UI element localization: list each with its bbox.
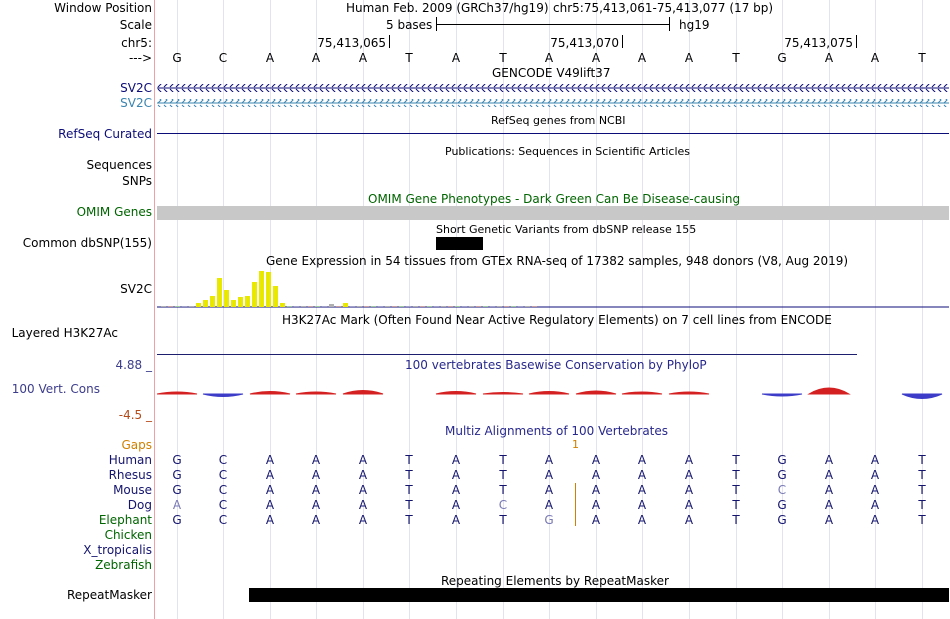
aligned-base: T [732,513,740,527]
base: A [591,51,601,65]
species-label-dog[interactable]: Dog [127,498,152,512]
aligned-base: A [637,498,647,512]
dbsnp-track-title: Short Genetic Variants from dbSNP release 155 [436,223,697,236]
gtex-tissue-bar[interactable] [406,306,411,307]
aligned-base: A [358,498,368,512]
aligned-base: G [777,453,787,467]
track-label-refseq[interactable]: RefSeq Curated [58,127,152,141]
refseq-track-title: RefSeq genes from NCBI [491,114,626,127]
aligned-base: T [405,498,413,512]
gtex-tissue-bar[interactable] [441,306,446,307]
gtex-tissue-bar[interactable] [315,306,320,307]
aligned-base: A [637,513,647,527]
gtex-tissue-bar[interactable] [448,306,453,307]
gap-count-marker: 1 [572,438,579,451]
phylop-score-glyph [436,392,476,395]
gtex-tissue-bar[interactable] [217,278,222,307]
phylop-score-glyph [622,392,662,394]
phylop-max-label: 4.88 _ [115,358,152,372]
gtex-tissue-bar[interactable] [357,306,362,307]
ruler-tick [389,35,390,48]
aligned-base: A [591,483,601,497]
aligned-base: A [172,498,182,512]
gtex-tissue-bar[interactable] [399,306,404,307]
species-label-zebrafish[interactable]: Zebrafish [95,558,152,572]
gencode-track-title: GENCODE V49lift37 [492,66,611,80]
gtex-tissue-bar[interactable] [322,306,327,307]
gtex-tissue-bar[interactable] [427,306,432,307]
repeatmasker-track-title: Repeating Elements by RepeatMasker [441,574,669,588]
base: A [358,51,368,65]
gtex-expression-chart[interactable] [157,268,949,308]
aligned-base: A [451,468,461,482]
ruler-tick-label: 75,413,070 [550,36,619,50]
aligned-base: A [870,513,880,527]
ruler-tick [856,35,857,48]
aligned-base: A [637,483,647,497]
aligned-base: T [732,453,740,467]
aligned-base: T [405,483,413,497]
base: A [544,51,554,65]
gtex-tissue-bar[interactable] [392,306,397,307]
gtex-tissue-bar[interactable] [532,306,537,307]
gtex-tissue-bar[interactable] [462,306,467,307]
aligned-base: A [451,498,461,512]
aligned-base: A [824,453,834,467]
gtex-tissue-bar[interactable] [273,286,278,307]
gtex-tissue-bar[interactable] [189,306,194,307]
gtex-tissue-bar[interactable] [203,300,208,307]
gtex-tissue-bar[interactable] [385,306,390,307]
scale-bar-end [669,17,670,31]
species-label-mouse[interactable]: Mouse [113,483,152,497]
track-label-omim[interactable]: OMIM Genes [76,205,152,219]
aligned-base: A [637,468,647,482]
aligned-base: A [358,513,368,527]
gtex-tissue-bar[interactable] [336,306,341,307]
gtex-tissue-bar[interactable] [434,306,439,307]
aligned-base: A [311,498,321,512]
aligned-base: A [824,498,834,512]
gtex-tissue-bar[interactable] [378,306,383,307]
aligned-base: A [265,498,275,512]
aligned-base: A [591,513,601,527]
aligned-base: A [311,468,321,482]
gtex-tissue-bar[interactable] [329,304,334,307]
scale-bar-label: 5 bases [386,18,433,32]
phylop-score-glyph [250,392,290,395]
aligned-base: G [172,513,182,527]
aligned-base: A [544,453,554,467]
aligned-base: A [358,468,368,482]
aligned-base: A [311,453,321,467]
gtex-tissue-bar[interactable] [497,306,502,307]
omim-track-title: OMIM Gene Phenotypes - Dark Green Can Be Disease-causing [368,192,741,206]
gtex-tissue-bar[interactable] [350,306,355,307]
aligned-base: A [265,513,275,527]
track-label-phylop[interactable]: 100 Vert. Cons [11,382,100,396]
gtex-tissue-bar[interactable] [343,303,348,307]
gtex-tissue-bar[interactable] [294,306,299,307]
aligned-base: T [918,468,926,482]
track-label-dbsnp[interactable]: Common dbSNP(155) [22,236,152,250]
aligned-base: T [499,468,507,482]
gtex-tissue-bar[interactable] [224,290,229,307]
aligned-base: A [870,483,880,497]
label-divider [154,0,155,619]
aligned-base: A [311,513,321,527]
gtex-tissue-bar[interactable] [259,271,264,307]
ruler-tick-label: 75,413,065 [317,36,386,50]
aligned-base: T [499,513,507,527]
aligned-base: A [870,498,880,512]
gtex-tissue-bar[interactable] [476,306,481,307]
aligned-base: A [358,453,368,467]
aligned-base: G [172,483,182,497]
aligned-base: G [777,513,787,527]
base: T [732,51,740,65]
phylop-score-glyph [762,394,802,396]
track-label-h3k27ac[interactable]: Layered H3K27Ac [11,326,118,340]
base: T [405,51,413,65]
aligned-base: A [265,468,275,482]
aligned-base: T [732,498,740,512]
omim-phenotype-bar[interactable] [157,206,949,220]
gtex-tissue-bar[interactable] [420,306,425,307]
aligned-base: T [732,468,740,482]
track-label-gaps[interactable]: Gaps [121,438,152,452]
track-label-repeatmasker[interactable]: RepeatMasker [66,588,152,602]
ruler-tick-label: 75,413,075 [784,36,853,50]
aligned-base: A [451,513,461,527]
aligned-base: T [405,513,413,527]
gtex-tissue-bar[interactable] [504,306,509,307]
gtex-tissue-bar[interactable] [371,306,376,307]
aligned-base: A [684,483,694,497]
track-label-sv2c-gencode[interactable]: SV2C [120,81,152,95]
phylop-score-glyph [343,391,383,395]
base: A [870,51,880,65]
phylop-score-glyph [483,393,523,395]
gtex-tissue-bar[interactable] [245,296,250,307]
base: A [637,51,647,65]
dbsnp-variant[interactable] [436,237,483,250]
aligned-base: A [591,468,601,482]
aligned-base: T [405,468,413,482]
aligned-base: A [591,498,601,512]
species-label-human[interactable]: Human [108,453,152,467]
phylop-track-title: 100 vertebrates Basewise Conservation by PhyloP [405,358,707,372]
aligned-base: C [218,513,228,527]
aligned-base: T [918,513,926,527]
gtex-tissue-bar[interactable] [231,300,236,307]
aligned-base: A [544,498,554,512]
aligned-base: A [870,453,880,467]
gtex-tissue-bar[interactable] [469,306,474,307]
h3k27ac-track-title: H3K27Ac Mark (Often Found Near Active Regulatory Elements) on 7 cell lines from ENCODE [282,313,832,327]
aligned-base: C [218,468,228,482]
aligned-base: A [451,453,461,467]
aligned-base: T [499,483,507,497]
assembly-title: Human Feb. 2009 (GRCh37/hg19) [346,1,549,15]
track-label-sv2c-gencode-alt[interactable]: SV2C [120,96,152,110]
aligned-base: A [684,498,694,512]
aligned-base: A [824,513,834,527]
aligned-base: A [824,483,834,497]
gtex-tissue-bar[interactable] [455,306,460,307]
aligned-base: C [218,483,228,497]
ruler-tick [622,35,623,48]
position-readout: chr5:75,413,061-75,413,077 (17 bp) [553,1,774,15]
aligned-base: A [637,453,647,467]
gtex-tissue-bar[interactable] [210,296,215,307]
aligned-base: T [918,483,926,497]
multiz-track-title: Multiz Alignments of 100 Vertebrates [445,424,669,438]
aligned-base: C [777,483,787,497]
aligned-base: T [918,453,926,467]
pubs-track-title: Publications: Sequences in Scientific Articles [445,145,690,158]
track-label-snps[interactable]: SNPs [122,174,152,188]
phylop-score-glyph [203,394,243,397]
track-label-gtex[interactable]: SV2C [120,282,152,296]
h3k27ac-signal[interactable] [157,354,857,355]
gtex-tissue-bar[interactable] [413,306,418,307]
aligned-base: A [265,453,275,467]
base: G [777,51,787,65]
gtex-tissue-bar[interactable] [196,303,201,307]
gtex-tissue-bar[interactable] [238,297,243,307]
window-position-label: Window Position [54,1,152,15]
aligned-base: G [777,468,787,482]
phylop-score-glyph [296,392,336,394]
species-label-elephant[interactable]: Elephant [98,513,152,527]
aligned-base: A [544,468,554,482]
gtex-tissue-bar[interactable] [287,306,292,307]
base: A [311,51,321,65]
aligned-base: A [451,483,461,497]
gtex-tissue-bar[interactable] [161,306,166,307]
phylop-score-glyph [669,392,709,394]
gtex-tissue-bar[interactable] [364,306,369,307]
aligned-base: A [265,483,275,497]
aligned-base: T [732,483,740,497]
repeatmasker-element[interactable] [249,588,949,602]
base: C [218,51,228,65]
phylop-score-glyph [902,394,942,399]
aligned-base: G [172,453,182,467]
gtex-tissue-bar[interactable] [308,306,313,307]
aligned-base: G [777,498,787,512]
species-label-chicken[interactable]: Chicken [104,528,152,542]
gencode-transcripts[interactable] [157,80,949,110]
track-label-sequences[interactable]: Sequences [86,158,152,172]
phylop-score-glyph [157,392,197,394]
gtex-tissue-bar[interactable] [301,306,306,307]
phylop-min-label: -4.5 _ [118,408,152,422]
aligned-base: A [544,483,554,497]
phylop-conservation-chart[interactable] [157,376,949,408]
aligned-base: C [498,498,508,512]
gtex-tissue-bar[interactable] [490,306,495,307]
gtex-tissue-bar[interactable] [280,303,285,307]
gtex-tissue-bar[interactable] [525,306,530,307]
base: T [918,51,926,65]
phylop-score-glyph [809,388,849,394]
aligned-base: G [544,513,554,527]
aligned-base: T [918,498,926,512]
gtex-track-title: Gene Expression in 54 tissues from GTEx RNA-seq of 17382 samples, 948 donors (V8, Aug 2019) [266,254,849,268]
base: T [499,51,507,65]
aligned-base: C [218,453,228,467]
aligned-base: C [218,498,228,512]
gtex-tissue-bar[interactable] [168,306,173,307]
species-label-x-tropicalis[interactable]: X_tropicalis [83,543,152,557]
gtex-tissue-bar[interactable] [182,306,187,307]
aligned-base: A [684,453,694,467]
alignment-gap-insert [575,483,576,526]
scale-label: Scale [119,18,152,32]
phylop-score-glyph [529,392,569,395]
aligned-base: A [870,468,880,482]
species-label-rhesus[interactable]: Rhesus [108,468,152,482]
chromosome-label: chr5: [121,36,152,50]
aligned-base: T [499,453,507,467]
scale-db-label: hg19 [679,18,710,32]
aligned-base: A [684,468,694,482]
scale-bar [436,24,669,25]
refseq-gene-line[interactable] [157,133,949,134]
aligned-base: A [311,483,321,497]
gtex-tissue-bar[interactable] [266,272,271,307]
aligned-base: A [684,513,694,527]
phylop-score-glyph [576,391,616,394]
gtex-tissue-bar[interactable] [483,306,488,307]
base: A [451,51,461,65]
base: A [265,51,275,65]
gtex-tissue-bar[interactable] [175,306,180,307]
aligned-base: A [824,468,834,482]
gtex-tissue-bar[interactable] [518,306,523,307]
gtex-tissue-bar[interactable] [511,306,516,307]
gtex-tissue-bar[interactable] [252,282,257,307]
aligned-base: A [358,483,368,497]
base: A [824,51,834,65]
aligned-base: A [591,453,601,467]
base: A [684,51,694,65]
strand-label: ---> [128,51,152,65]
aligned-base: T [405,453,413,467]
base: G [172,51,182,65]
aligned-base: G [172,468,182,482]
